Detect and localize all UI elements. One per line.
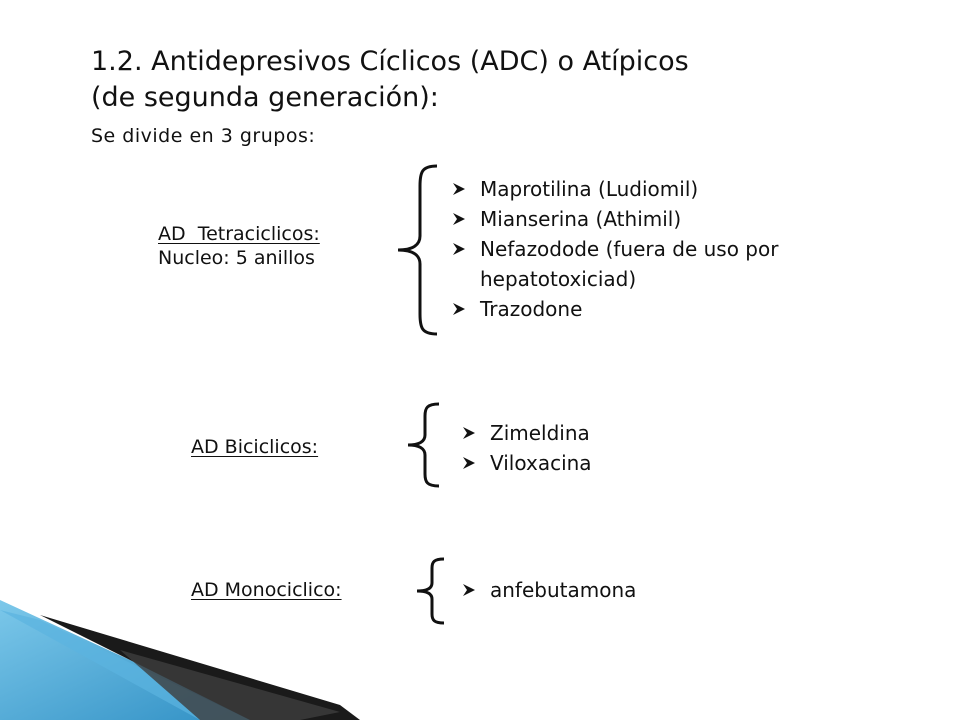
arrow-bullet-icon bbox=[462, 583, 476, 597]
list-item: Nefazodode (fuera de uso por hepatotoxiciad) bbox=[448, 234, 778, 294]
slide-subtitle: Se divide en 3 grupos: bbox=[91, 125, 316, 147]
group-biciclicos-label-block bbox=[191, 435, 318, 459]
arrow-bullet-icon bbox=[452, 242, 466, 256]
slide-title bbox=[91, 44, 689, 116]
group-tetraciclicos-sublabel: Nucleo: 5 anillos bbox=[158, 247, 315, 269]
biciclicos-list bbox=[458, 418, 592, 478]
title-line-1: 1.2. Antidepresivos Cíclicos (ADC) o Atípicos bbox=[91, 46, 689, 77]
brace-tetraciclicos-icon bbox=[392, 162, 442, 338]
monociclico-list bbox=[458, 575, 636, 605]
group-tetraciclicos-label: AD Tetraciclicos: bbox=[158, 223, 320, 245]
arrow-bullet-icon bbox=[452, 302, 466, 316]
arrow-bullet-icon bbox=[452, 182, 466, 196]
title-line-2: (de segunda generación): bbox=[91, 82, 439, 113]
group-monociclico-label: AD Monociclico: bbox=[191, 579, 342, 601]
list-item: Mianserina (Athimil) bbox=[448, 204, 778, 234]
list-item: Viloxacina bbox=[458, 448, 592, 478]
list-item: anfebutamona bbox=[458, 575, 636, 605]
group-monociclico-label-block bbox=[191, 578, 342, 602]
list-item: Zimeldina bbox=[458, 418, 592, 448]
list-item: Maprotilina (Ludiomil) bbox=[448, 174, 778, 204]
arrow-bullet-icon bbox=[452, 212, 466, 226]
brace-biciclicos-icon bbox=[403, 400, 443, 490]
group-tetraciclicos-label-block bbox=[158, 222, 320, 270]
list-item: Trazodone bbox=[448, 294, 778, 324]
brace-monociclico-icon bbox=[412, 556, 448, 626]
arrow-bullet-icon bbox=[462, 426, 476, 440]
group-biciclicos-label: AD Biciclicos: bbox=[191, 436, 319, 458]
arrow-bullet-icon bbox=[462, 456, 476, 470]
tetraciclicos-list bbox=[448, 174, 778, 324]
